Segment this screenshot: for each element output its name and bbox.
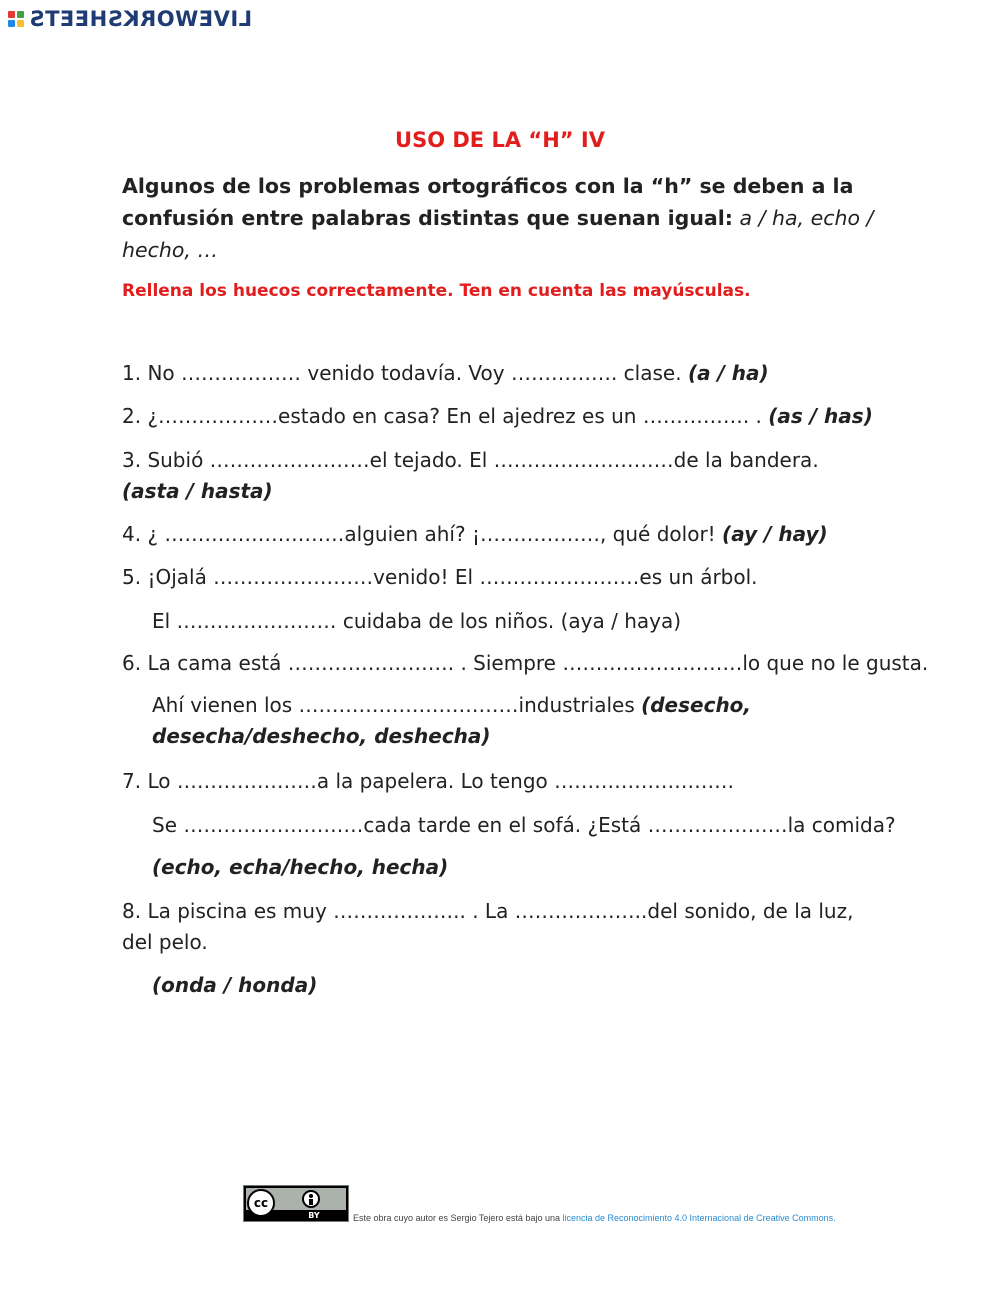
exercise-5-continued: El …………………… cuidaba de los niños. (aya / haya) [152,609,682,633]
by-label: BY [308,1211,320,1220]
logo-squares-icon [8,11,24,27]
intro-paragraph [122,170,892,266]
hint-4: (ay / hay) [722,522,828,546]
exercise-4: 4. ¿ ………………………alguien ahí? ¡………………, qué dolor! (ay / hay) [122,522,828,546]
liveworksheets-logo [8,5,252,33]
exercise-6: 6. La cama está ……………………. . Siempre ………………………lo que no le gusta. [122,651,929,675]
hint-2: (as / has) [768,404,873,428]
instruction: Rellena los huecos correctamente. Ten en cuenta las mayúsculas. [122,281,751,301]
hint-7: (echo, echa/hecho, hecha) [152,855,449,879]
license-link[interactable]: licencia de Reconocimiento 4.0 Internacional de Creative Commons. [562,1213,836,1223]
hint-8: (onda / honda) [152,973,318,997]
exercise-8-hint-line [152,970,317,1001]
person-icon [302,1190,320,1208]
exercise-7-continued: Se ………………………cada tarde en el sofá. ¿Está …………………la comida? [152,813,896,837]
exercise-8: 8. La piscina es muy ……………….. . La ………………..del sonido, de la luz, del pelo. [122,899,854,954]
hint-1: (a / ha) [687,361,769,385]
exercise-3: 3. Subió ……………………el tejado. El ………………………de la bandera. (asta / hasta) [122,448,819,503]
exercise-7: 7. Lo …………………a la papelera. Lo tengo ……………………… [122,769,735,793]
exercise-6-continued: Ahí vienen los ……………………………industriales (desecho, desecha/deshecho, deshecha) [152,693,752,748]
logo-text: LIVEWORKSHEETS [29,7,253,31]
hint-3: (asta / hasta) [122,479,273,503]
worksheet-title: USO DE LA “H” IV [395,128,605,152]
intro-italic: a / ha, echo / hecho, … [122,206,874,262]
exercise-1: 1. No ……………… venido todavía. Voy ……………. clase. (a / ha) [122,361,769,385]
creative-commons-badge[interactable] [243,1185,349,1222]
intro-bold: Algunos de los problemas ortográficos con la “h” se deben a la confusión entre palabras distintas que suenan igual: [122,174,854,230]
exercise-2: 2. ¿………………estado en casa? En el ajedrez es un ……………. . (as / has) [122,404,873,428]
hint-6: (desecho, desecha/deshecho, deshecha) [152,693,752,748]
license-text: Este obra cuyo autor es Sergio Tejero está bajo una licencia de Reconocimiento 4.0 Internacional de Creative Commons. [353,1213,836,1223]
exercise-5: 5. ¡Ojalá ……………………venido! El ……………………es un árbol. [122,565,758,589]
cc-icon: cc [247,1189,275,1217]
exercise-7-hint-line [152,852,448,883]
